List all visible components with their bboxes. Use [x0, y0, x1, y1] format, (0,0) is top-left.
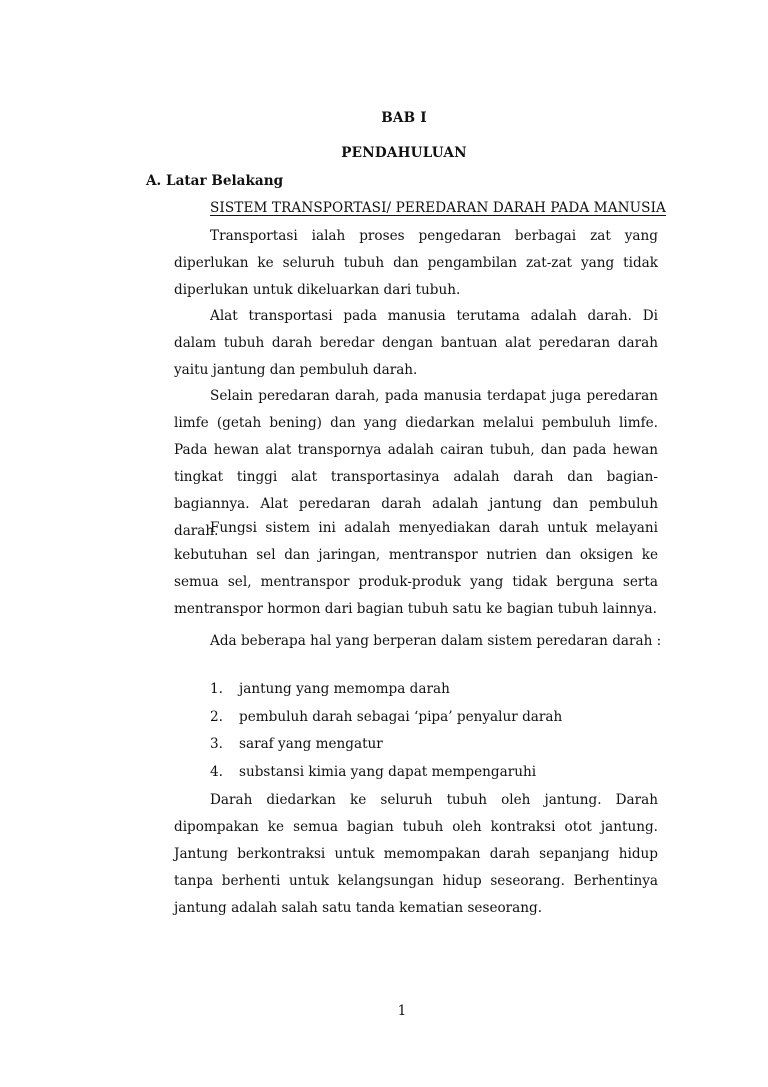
list-item-text: substansi kimia yang dapat mempengaruhi	[239, 763, 537, 780]
paragraph: Transportasi ialah proses pengedaran berbagai zat yang diperlukan ke seluruh tubuh dan pengambilan zat-zat yang tidak diperlukan untuk dikeluarkan dari tubuh.	[174, 228, 658, 298]
list-item-text: saraf yang mengatur	[239, 736, 383, 752]
list-item-number: 4.	[210, 763, 223, 780]
chapter-title: PENDAHULUAN	[341, 145, 467, 161]
chapter-label: BAB I	[381, 110, 427, 126]
list-item-number: 2.	[210, 708, 223, 725]
list-item	[210, 676, 562, 704]
closing-paragraph: Darah diedarkan ke seluruh tubuh oleh jantung. Darah dipompakan ke semua bagian tubuh oleh kontraksi otot jantung. Jantung berkontraksi untuk memompakan darah sepanjang hidup tanpa berhenti untuk kelangsungan hidup seseorang. Berhentinya jantung adalah salah satu tanda kematian seseorang.	[174, 792, 658, 916]
page-number: 1	[397, 1003, 407, 1019]
list-item	[210, 704, 562, 732]
list-item	[210, 759, 562, 787]
section-heading: A. Latar Belakang	[146, 173, 284, 189]
paragraph: Selain peredaran darah, pada manusia terdapat juga peredaran limfe (getah bening) dan yang diedarkan melalui pembuluh limfe. Pada hewan alat transpornya adalah cairan tubuh, dan pada hewan tingkat tinggi alat transportasinya adalah darah dan bagian-bagiannya. Alat peredaran darah adalah jantung dan pembuluh darah.	[174, 388, 658, 539]
list-item-text: pembuluh darah sebagai ‘pipa’ penyalur darah	[239, 708, 563, 725]
section-subtitle: SISTEM TRANSPORTASI/ PEREDARAN DARAH PADA MANUSIA	[210, 200, 666, 216]
numbered-list	[210, 676, 562, 786]
list-item-text: jantung yang memompa darah	[239, 681, 450, 697]
list-item-number: 1.	[210, 681, 223, 697]
paragraph: Fungsi sistem ini adalah menyediakan darah untuk melayani kebutuhan sel dan jaringan, mentranspor nutrien dan oksigen ke semua sel, mentranspor produk-produk yang tidak berguna serta mentranspor hormon dari bagian tubuh satu ke bagian tubuh lainnya.	[174, 520, 658, 617]
list-item	[210, 731, 562, 759]
list-intro: Ada beberapa hal yang berperan dalam sistem peredaran darah :	[210, 633, 662, 649]
list-item-number: 3.	[210, 736, 223, 752]
paragraph: Alat transportasi pada manusia terutama adalah darah. Di dalam tubuh darah beredar dengan bantuan alat peredaran darah yaitu jantung dan pembuluh darah.	[174, 308, 658, 378]
